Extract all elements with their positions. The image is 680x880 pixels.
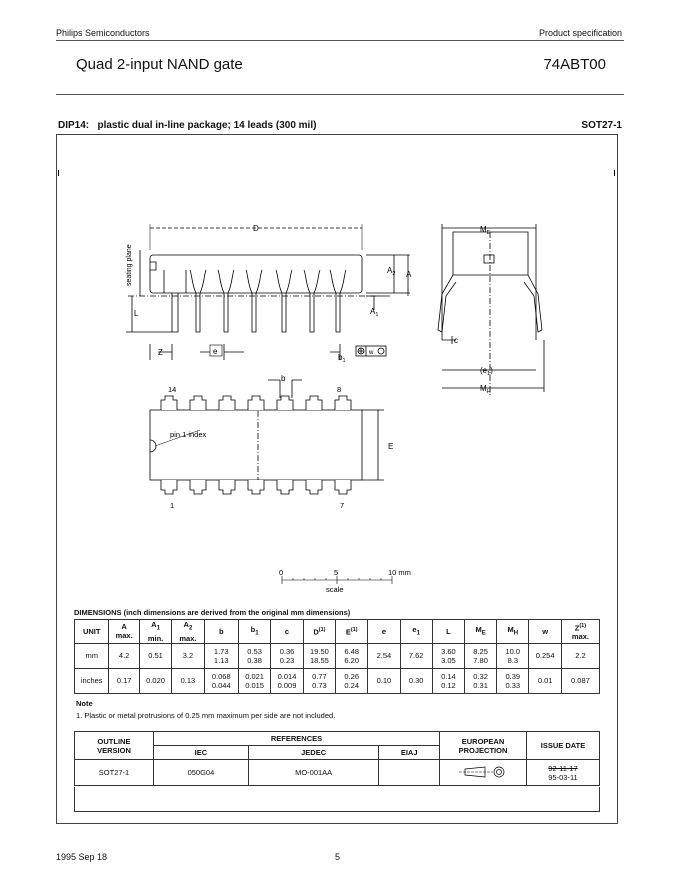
note-text: 1. Plastic or metal protrusions of 0.25 mm maximum per side are not included. [76,711,336,720]
part-number: 74ABT00 [543,56,606,73]
dim-value-cell: 6.48 6.20 [336,643,368,668]
header-doc-type: Product specification [538,28,622,38]
outline-table [74,731,600,786]
label-mh: $M_H$ [480,384,491,395]
label-b1: $b_1$ [338,353,346,364]
dim-header-cell: c [271,620,303,644]
dim-header-cell: $M_E$ [464,620,496,644]
dim-header-cell: A max. [109,620,139,644]
dim-value-cell: 0.068 0.044 [204,668,238,693]
table-row [75,643,600,668]
label-pin14: 14 [168,385,177,394]
dim-value-cell: 0.39 0.33 [497,668,529,693]
dim-value-cell: 0.021 0.015 [238,668,270,693]
dimensions-title: DIMENSIONS (inch dimensions are derived from the original mm dimensions) [74,608,351,617]
label-l: L [134,309,139,318]
projection-header: EUROPEAN PROJECTION [440,732,527,760]
eiaj-value [379,760,440,786]
dim-value-cell: 7.62 [400,643,432,668]
tolerance-w-label: w [369,350,374,356]
scale-label: scale [326,585,344,594]
package-description: plastic dual in-line package; 14 leads (300 mil) [97,120,317,131]
issue-date-old: 92-11-17 [548,763,578,773]
side-leads [164,270,346,332]
note-heading: Note [76,699,93,708]
dim-header-cell: $A_2$ max. [172,620,204,644]
issue-date-new: 95-03-11 [548,772,578,782]
issue-date-header: ISSUE DATE [527,732,600,760]
dimensions-header-row [75,620,600,644]
eiaj-header: EIAJ [379,746,440,760]
side-body [150,255,362,293]
label-a2: $A_2$ [387,266,396,277]
dim-value-cell: 8.25 7.80 [464,643,496,668]
dim-header-cell: $E^{(1)}$ [336,620,368,644]
dim-value-cell: 0.17 [109,668,139,693]
dim-value-cell: 0.32 0.31 [464,668,496,693]
dim-value-cell: 1.73 1.13 [204,643,238,668]
dim-header-cell: w [529,620,561,644]
label-z: Z [158,348,163,357]
dim-value-cell: 0.53 0.38 [238,643,270,668]
dim-header-cell: $b_1$ [238,620,270,644]
outline-version-header: OUTLINE VERSION [75,732,154,760]
package-code: SOT27-1 [581,120,622,131]
dim-value-cell: 0.26 0.24 [336,668,368,693]
dim-value-cell: 0.01 [529,668,561,693]
dim-value-cell: 19.50 18.55 [303,643,335,668]
dim-value-cell: 0.13 [172,668,204,693]
dim-value-cell: 0.014 0.009 [271,668,303,693]
label-e: e [213,347,218,356]
label-b: b [281,374,286,383]
table-row [75,668,600,693]
product-title: Quad 2-input NAND gate [76,56,243,73]
dim-header-cell: $e_1$ [400,620,432,644]
dim-header-cell: $Z^{(1)}$ max. [561,620,599,644]
footer-page: 5 [335,852,341,862]
dim-header-cell: $A_1$ min. [139,620,171,644]
dim-header-cell: $D^{(1)}$ [303,620,335,644]
label-e1: $(e_1)$ [480,366,493,377]
jedec-value: MO-001AA [248,760,379,786]
outline-version: SOT27-1 [75,760,154,786]
label-me: $M_E$ [480,225,491,236]
top-pins [161,396,351,494]
projection-icon [453,765,513,779]
dim-value-cell: 2.2 [561,643,599,668]
dim-value-cell: 3.60 3.05 [432,643,464,668]
scale-0: 0 [279,568,284,577]
dim-header-cell: UNIT [75,620,109,644]
header-company: Philips Semiconductors [56,28,150,38]
dim-header-cell: b [204,620,238,644]
label-seating-plane: seating plane [126,244,133,286]
dim-value-cell: 3.2 [172,643,204,668]
scale-5: 5 [334,568,339,577]
label-pin1-index: pin 1 index [170,430,207,439]
iec-header: IEC [154,746,249,760]
outline-table-spacer [74,787,600,812]
references-header: REFERENCES [154,732,440,746]
dimensions-table [74,619,600,694]
dim-value-cell: 4.2 [109,643,139,668]
iec-value: 050G04 [154,760,249,786]
label-e-width: E [388,442,394,451]
label-d: D [253,224,259,233]
projection-symbol [440,760,527,786]
label-pin7: 7 [340,501,345,510]
dim-header-cell: $M_H$ [497,620,529,644]
dim-value-cell: 0.087 [561,668,599,693]
dim-value-cell: 0.020 [139,668,171,693]
dim-value-cell: 10.0 8.3 [497,643,529,668]
label-a: A [406,270,412,279]
label-pin1: 1 [170,501,175,510]
scale-10: 10 mm [388,568,411,577]
dim-value-cell: 0.77 0.73 [303,668,335,693]
dim-value-cell: 0.10 [368,668,400,693]
label-pin8: 8 [337,385,342,394]
dim-unit-cell: inches [75,668,109,693]
package-label: DIP14: [58,120,90,131]
dim-value-cell: 2.54 [368,643,400,668]
dim-value-cell: 0.254 [529,643,561,668]
dim-header-cell: L [432,620,464,644]
scale-bar [282,576,392,584]
top-body [150,410,362,480]
label-a1: $A_1$ [370,307,379,318]
dim-header-cell: e [368,620,400,644]
issue-dates [527,760,600,786]
dim-unit-cell: mm [75,643,109,668]
dim-value-cell: 0.30 [400,668,432,693]
jedec-header: JEDEC [248,746,379,760]
dim-value-cell: 0.14 0.12 [432,668,464,693]
end-body [453,232,528,275]
dim-value-cell: 0.36 0.23 [271,643,303,668]
dim-value-cell: 0.51 [139,643,171,668]
label-c: c [454,336,458,345]
footer-date: 1995 Sep 18 [56,852,108,862]
side-notch [150,262,156,270]
